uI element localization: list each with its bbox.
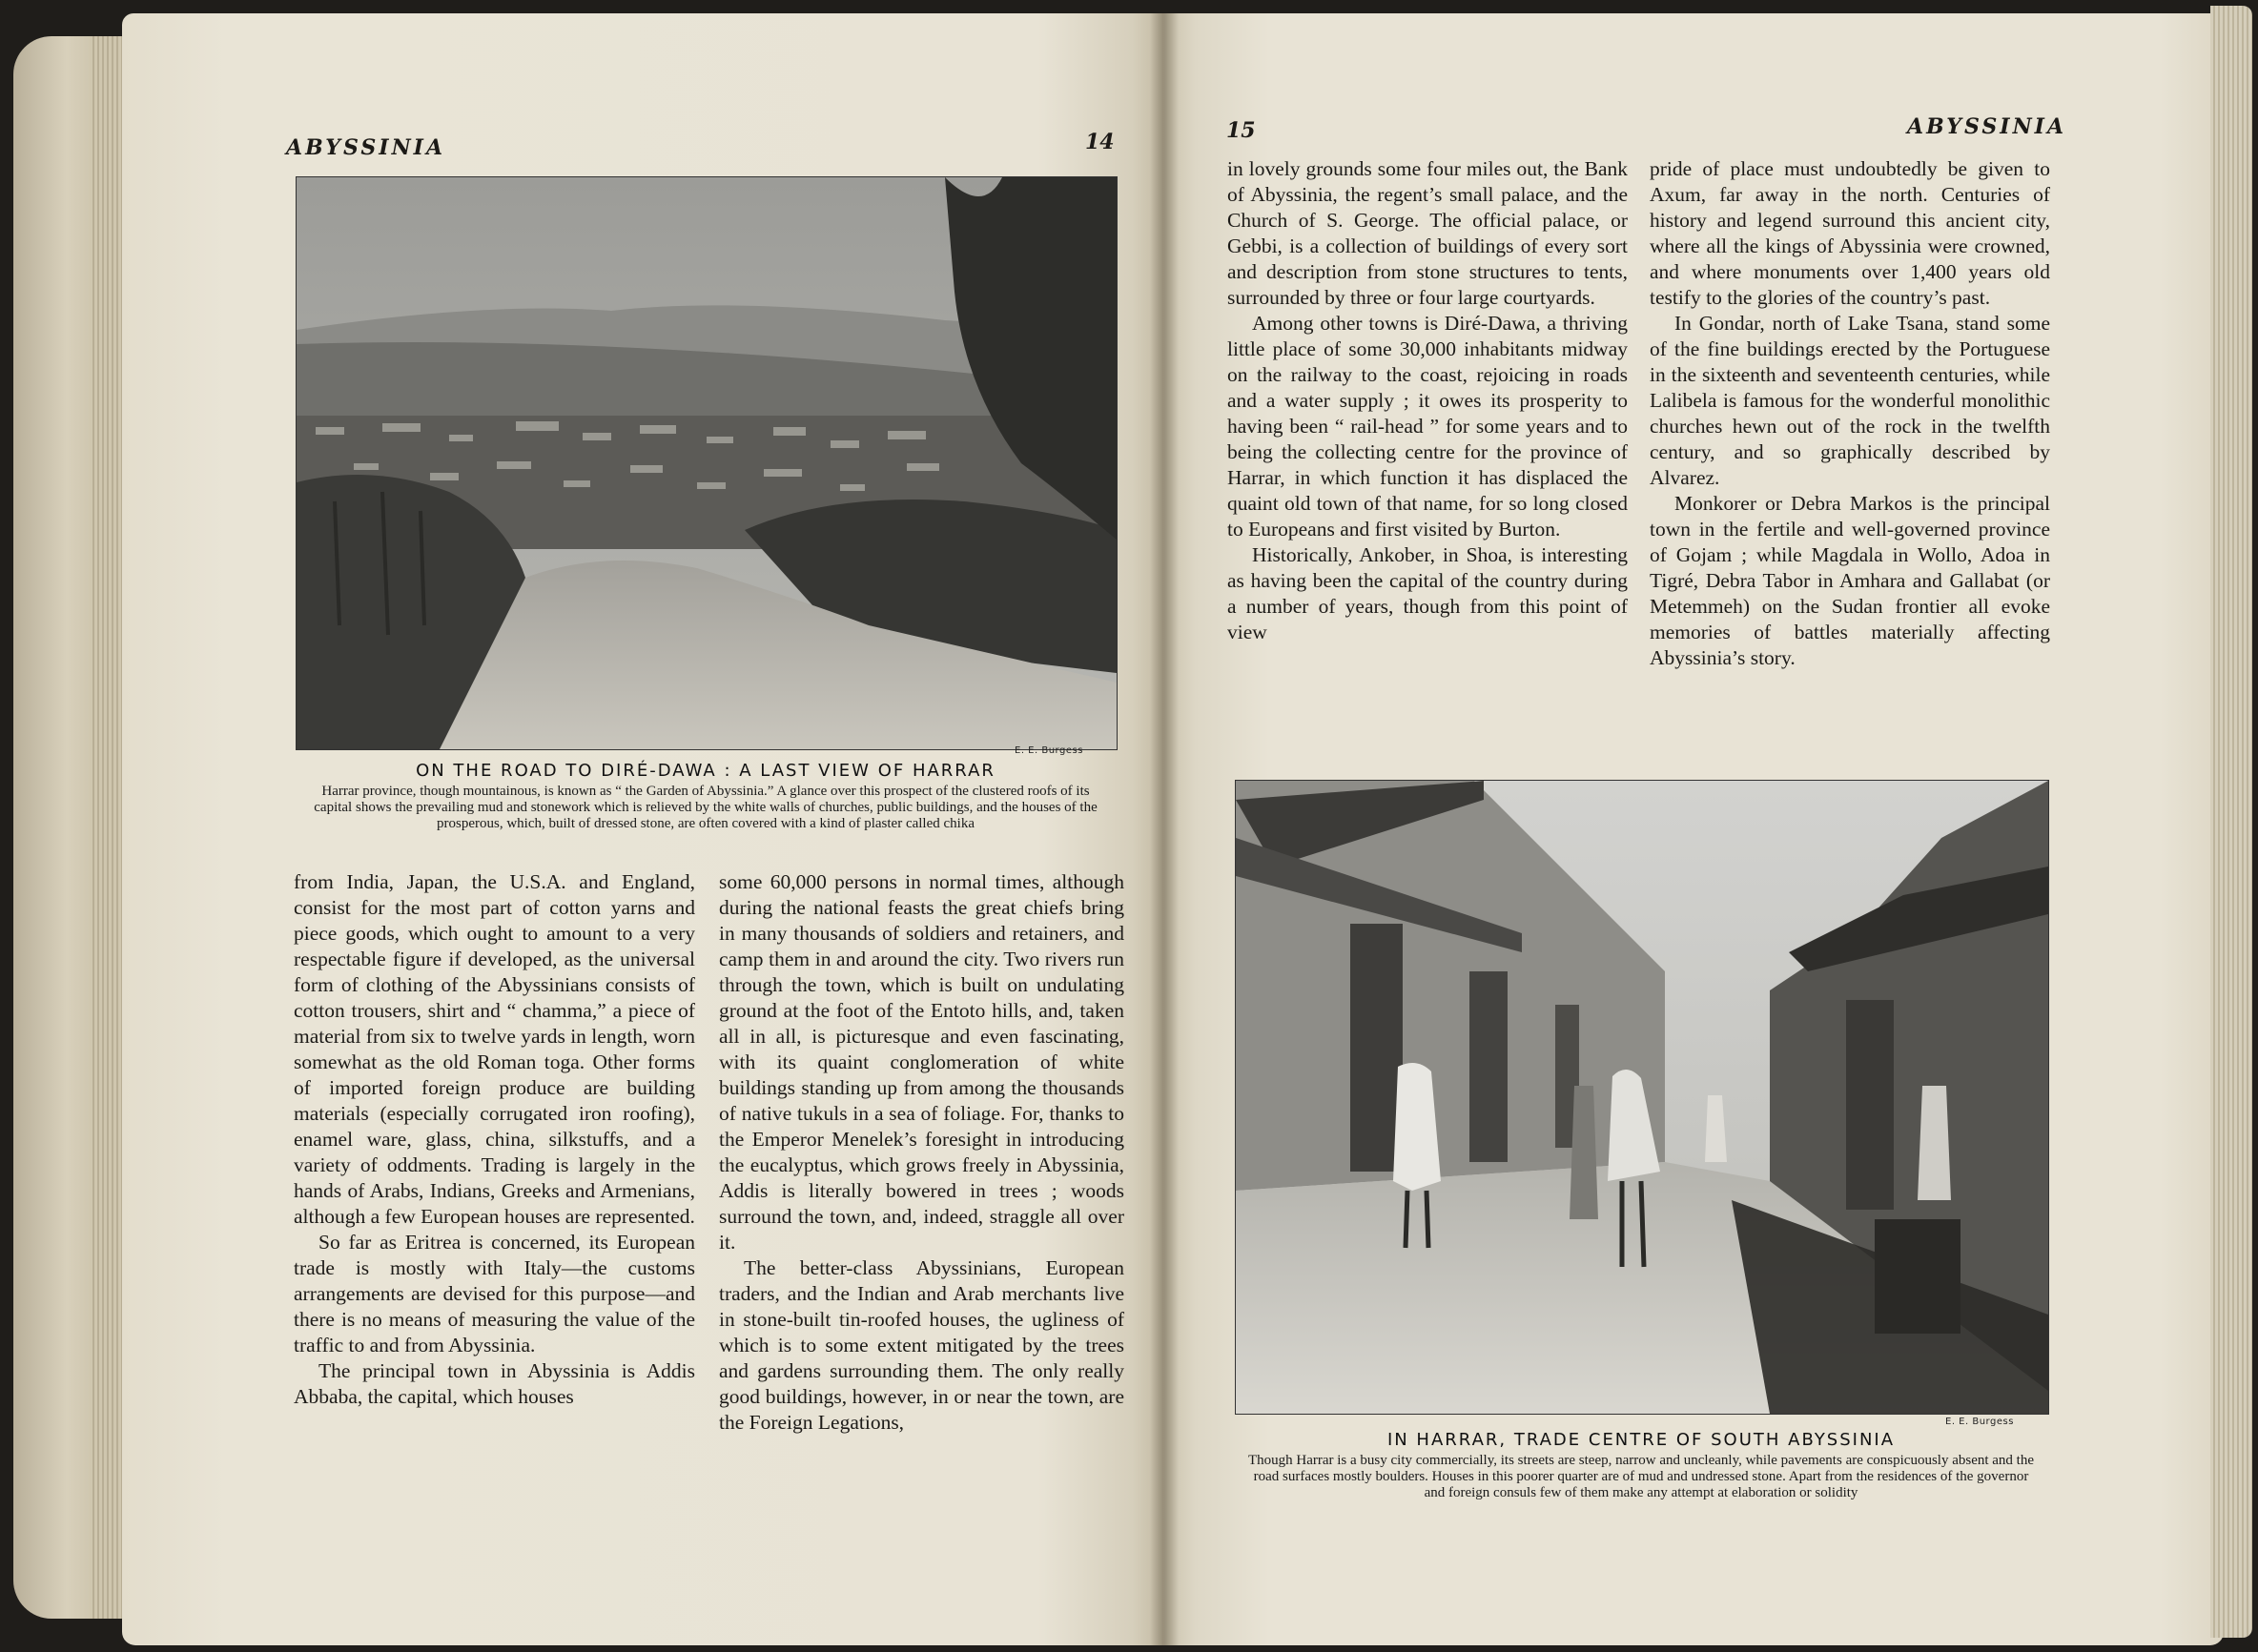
book-page-edges-right (2210, 6, 2252, 1638)
running-head-right: ABYSSINIA (1907, 114, 2067, 139)
photo-harrar-view (296, 176, 1118, 750)
paragraph: some 60,000 persons in normal times, although during the national feasts the great chiefs bring in many thousands of soldiers and retainers, and camp them in and around the city. Two rivers run through the town, which is built on undulating ground at the foot of the Entoto hills, and, taken all in all, is picturesque and even fascinating, with its quaint conglomeration of white buildings standing up from among the thousands of native tukuls in a sea of foliage. For, thanks to the Emperor Menelek’s foresight in introducing the eucalyptus, which grows freely in Abyssinia, Addis is literally bowered in trees ; woods surround the town, and, indeed, straggle all over it. (719, 870, 1124, 1254)
paragraph: Among other towns is Diré-Dawa, a thriving little place of some 30,000 inhabitants midway on the railway to the coast, rejoicing in roads and a water supply ; it owes its prosperity to having been “ rail-head ” for some years and to being the collecting centre for the province of Harrar, in which function it has displaced the quaint old town of that name, for so long closed to Europeans and first visited by Burton. (1227, 312, 1628, 540)
paragraph: So far as Eritrea is concerned, its European trade is mostly with Italy—the customs arrangements are devised for this purpose—and there is no means of measuring the value of the traffic to and from Abyssinia. (294, 1231, 695, 1356)
paragraph: pride of place must undoubtedly be given to Axum, far away in the north. Centuries of history and legend surround this ancient city, where all the kings of Abyssinia were crowned, and where monuments over 1,400 years old testify to the glories of the country’s past. (1650, 157, 2050, 309)
harrar-street-image (1236, 781, 2048, 1414)
running-head-left: ABYSSINIA (286, 135, 446, 160)
paragraph: Monkorer or Debra Markos is the principal town in the fertile and well-governed province of Gojam ; while Magdala in Wollo, Adoa in Tigré, Debra Tabor in Amhara and Gallabat (or Metemmeh) on the Sudan frontier all evoke memories of battles materially affecting Abyssinia’s story. (1650, 492, 2050, 669)
page-number-left: 14 (1085, 130, 1115, 154)
page-number-right: 15 (1226, 118, 1256, 143)
right-page-column-2 (1650, 156, 2050, 671)
harrar-landscape-image (297, 177, 1117, 749)
caption-title-right: IN HARRAR, TRADE CENTRE OF SOUTH ABYSSINIA (1386, 1430, 1896, 1450)
paragraph: The better-class Abyssinians, European traders, and the Indian and Arab merchants live in stone-built tin-roofed houses, the ugliness of which is to some extent mitigated by the trees and gardens surrounding them. The only really good buildings, however, in or near the town, are the Foreign Legations, (719, 1256, 1124, 1434)
paragraph: In Gondar, north of Lake Tsana, stand some of the fine buildings erected by the Portuguese in the sixteenth and seventeenth centuries, while Lalibela is famous for the wonderful monolithic churches hewn out of the rock in the twelfth century, and so graphically described by Alvarez. (1650, 312, 2050, 489)
photo-harrar-street (1235, 780, 2049, 1415)
right-page-column-1 (1227, 156, 1628, 645)
paragraph: in lovely grounds some four miles out, the Bank of Abyssinia, the regent’s small palace, and the Church of S. George. The official palace, or Gebbi, is a collection of buildings of every sort and description from stone structures to tents, surrounded by three or four large courtyards. (1227, 157, 1628, 309)
paragraph: The principal town in Abyssinia is Addis Abbaba, the capital, which houses (294, 1359, 695, 1408)
caption-body-left: Harrar province, though mountainous, is known as “ the Garden of Abyssinia.” A glance over this prospect of the clustered roofs of its capital shows the prevailing mud and stonework which is relieved by the white walls of churches, public buildings, and the houses of the prosperous, which, built of dressed stone, are often covered with a kind of plaster called chika (314, 784, 1098, 831)
left-page-column-1 (294, 869, 695, 1410)
left-page-column-2 (719, 869, 1124, 1436)
paragraph: Historically, Ankober, in Shoa, is interesting as having been the capital of the country during a number of years, though from this point of view (1227, 543, 1628, 643)
photo-credit-left: E. E. Burgess (1015, 745, 1083, 756)
caption-title-left: ON THE ROAD TO DIRÉ-DAWA : A LAST VIEW OF HARRAR (416, 761, 996, 781)
paragraph: from India, Japan, the U.S.A. and England, consist for the most part of cotton yarns and piece goods, which ought to amount to a very respectable figure if developed, as the universal form of clothing of the Abyssinians consists of cotton trousers, shirt and “ chamma,” a piece of material from six to twelve yards in length, worn somewhat as the old Roman toga. Other forms of imported foreign produce are building materials (especially corrugated iron roofing), enamel ware, glass, china, silkstuffs, and a variety of oddments. Trading is largely in the hands of Arabs, Indians, Greeks and Armenians, although a few European houses are represented. (294, 870, 695, 1228)
book-gutter (1150, 13, 1179, 1645)
caption-body-right: Though Harrar is a busy city commercially, its streets are steep, narrow and uncleanly, while pavements are conspicuously absent and the road surfaces mostly boulders. Houses in this poorer quarter are of mud and undressed stone. Apart from the residences of the governor and foreign consuls few of them make any attempt at elaboration or solidity (1247, 1453, 2035, 1500)
photo-credit-right: E. E. Burgess (1945, 1417, 2014, 1427)
